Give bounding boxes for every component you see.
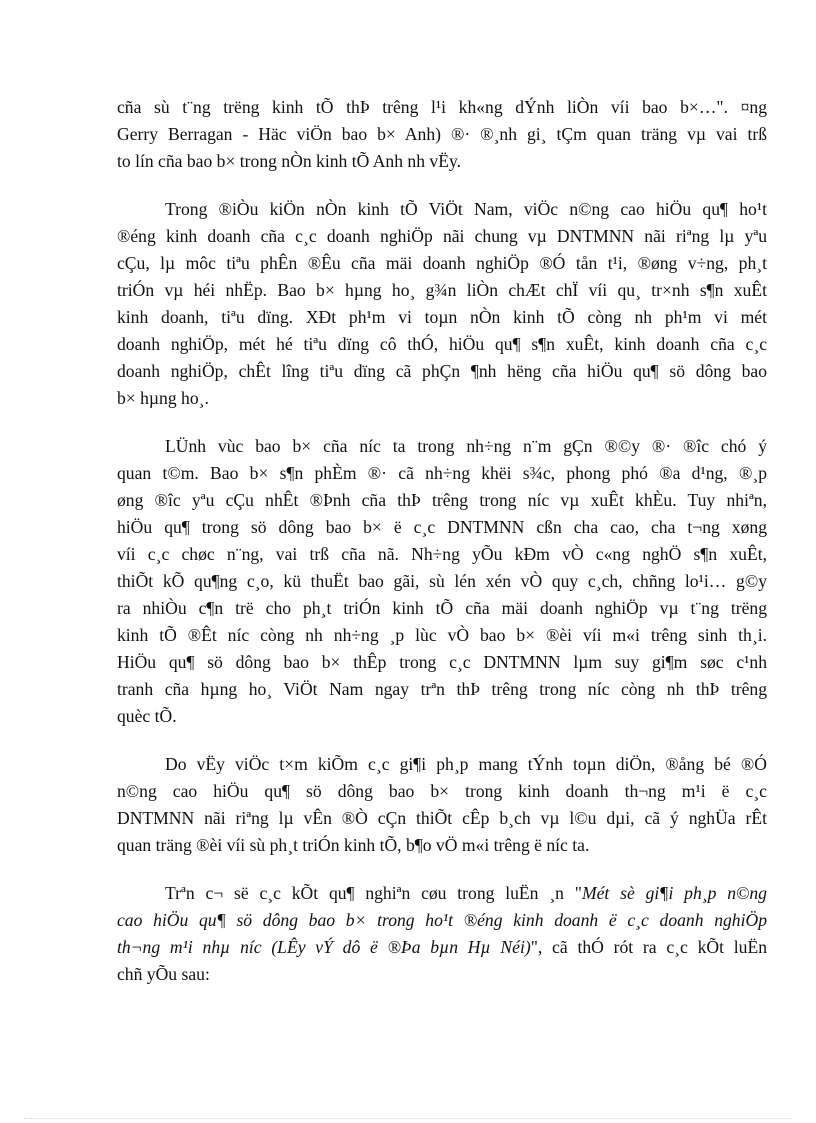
text-run: Trªn c¬ së c¸c kÕt qu¶ nghiªn cøu trong luËn ¸n " bbox=[165, 883, 582, 903]
text-line: thiÕt kÕ qu¶ng c¸o, kü thuËt bao gãi, sù lén xén vÒ quy c¸ch, chñng lo¹i… g©y bbox=[117, 571, 767, 591]
text-line: chñ yÕu sau: bbox=[117, 964, 210, 984]
text-line: víi c¸c chøc n¨ng, vai trß cña nã. Nh÷ng yÕu kÐm vÒ c«ng nghÖ s¶n xuÊt, bbox=[117, 544, 767, 564]
text-line: doanh nghiÖp, chÊt lîng tiªu dïng cã phÇn ¶nh hëng cña hiÖu qu¶ sö dông bao bbox=[117, 361, 767, 381]
text-line: triÓn vµ héi nhËp. Bao b× hµng ho¸ g¾n liÒn chÆt chÏ víi qu¸ tr×nh s¶n xuÊt bbox=[117, 280, 767, 300]
text-line: doanh nghiÖp, mét hé tiªu dïng cô thÓ, hiÖu qu¶ s¶n xuÊt, kinh doanh cña c¸c bbox=[117, 334, 767, 354]
text-line: Do vËy viÖc t×m kiÕm c¸c gi¶i ph¸p mang tÝnh toµn diÖn, ®ång bé ®Ó bbox=[165, 754, 767, 774]
thesis-title-italic: th¬ng m¹i nhµ níc (LÊy vÝ dô ë ®Þa bµn Hµ Néi) bbox=[117, 937, 531, 957]
text-line: ®éng kinh doanh cña c¸c doanh nghiÖp nãi chung vµ DNTMNN nãi riªng lµ yªu bbox=[117, 226, 767, 246]
text-line: n©ng cao hiÖu qu¶ sö dông bao b× trong kinh doanh th¬ng m¹i ë c¸c bbox=[117, 781, 767, 801]
text-line: quèc tÕ. bbox=[117, 706, 177, 726]
text-line: øng ®îc yªu cÇu nhÊt ®Þnh cña thÞ trêng trong níc vµ xuÊt khÈu. Tuy nhiªn, bbox=[117, 490, 767, 510]
text-line: Gerry Berragan - Häc viÖn bao b× Anh) ®· ®¸nh gi¸ tÇm quan träng vµ vai trß bbox=[117, 124, 767, 144]
text-line: Trong ®iÒu kiÖn nÒn kinh tÕ ViÖt Nam, viÖc n©ng cao hiÖu qu¶ ho¹t bbox=[165, 199, 767, 219]
text-line: quan t©m. Bao b× s¶n phÈm ®· cã nh÷ng khëi s¾c, phong phó ®a d¹ng, ®¸p bbox=[117, 463, 767, 483]
text-line: HiÖu qu¶ sö dông bao b× thÊp trong c¸c DNTMNN lµm suy gi¶m søc c¹nh bbox=[117, 652, 767, 672]
text-line: cÇu, lµ môc tiªu phÊn ®Êu cña mäi doanh nghiÖp ®Ó tån t¹i, ®øng v÷ng, ph¸t bbox=[117, 253, 767, 273]
text-line: quan träng ®èi víi sù ph¸t triÓn kinh tÕ, b¶o vÖ m«i trêng ë níc ta. bbox=[117, 835, 590, 855]
text-line: kinh doanh, tiªu dïng. XÐt ph¹m vi toµn nÒn kinh tÕ còng nh ph¹m vi mét bbox=[117, 307, 767, 327]
text-line: kinh tÕ ®Êt níc còng nh nh÷ng ¸p lùc vÒ bao b× ®èi víi m«i trêng sinh th¸i. bbox=[117, 625, 767, 645]
text-line: hiÖu qu¶ trong sö dông bao b× ë c¸c DNTMNN cßn cha cao, cha t¬ng xøng bbox=[117, 517, 767, 537]
text-line: to lín cña bao b× trong nÒn kinh tÕ Anh nh vËy. bbox=[117, 151, 462, 171]
text-line: tranh cña hµng ho¸ ViÖt Nam ngay trªn thÞ trêng trong níc còng nh thÞ trêng bbox=[117, 679, 767, 699]
text-line bbox=[117, 935, 767, 959]
page-bottom-divider bbox=[24, 1118, 792, 1119]
text-line: DNTMNN nãi riªng lµ vÊn ®Ò cÇn thiÕt cÊp b¸ch vµ l©u dµi, cã ý nghÜa rÊt bbox=[117, 808, 767, 828]
thesis-title-italic: cao hiÖu qu¶ sö dông bao b× trong ho¹t ®éng kinh doanh ë c¸c doanh nghiÖp bbox=[117, 910, 767, 930]
text-line bbox=[117, 908, 767, 932]
text-run: ", cã thÓ rót ra c¸c kÕt luËn bbox=[530, 937, 767, 957]
text-line: ra nhiÒu c¶n trë cho ph¸t triÓn kinh tÕ cña mäi doanh nghiÖp vµ t¨ng trëng bbox=[117, 598, 767, 618]
text-line: cña sù t¨ng trëng kinh tÕ thÞ trêng l¹i kh«ng dÝnh liÒn víi bao b×…". ¤ng bbox=[117, 97, 767, 117]
text-line: b× hµng ho¸. bbox=[117, 388, 209, 408]
text-line bbox=[165, 881, 767, 905]
text-line: LÜnh vùc bao b× cña níc ta trong nh÷ng n¨m gÇn ®©y ®· ®îc chó ý bbox=[165, 436, 767, 456]
thesis-title-italic: Mét sè gi¶i ph¸p n©ng bbox=[581, 883, 767, 903]
